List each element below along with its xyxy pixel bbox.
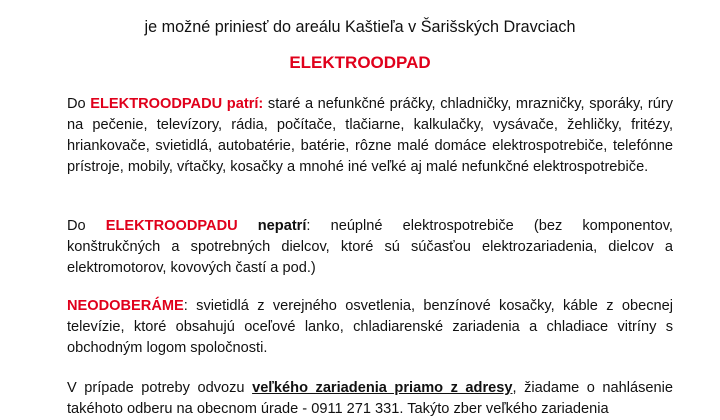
paragraph-prefix: Do xyxy=(67,218,106,234)
document-heading: ELEKTROODPAD xyxy=(289,53,431,72)
paragraph-patri xyxy=(67,94,673,178)
paragraph-neodoberame xyxy=(67,296,673,359)
document-subtitle: je možné priniesť do areálu Kaštieľa v Šarišských Dravciach xyxy=(144,18,576,36)
keyword-elektroodpad: ELEKTROODPADU xyxy=(105,218,238,234)
paragraph-odvoz xyxy=(67,378,673,420)
keyword-patri: patrí: xyxy=(226,96,264,112)
paragraph-nepatri xyxy=(67,216,673,279)
paragraph-prefix: V prípade potreby odvozu xyxy=(67,380,253,396)
paragraph-text: : svietidlá z verejného osvetlenia, benzínové kosačky, káble z obecnej televízie, ktoré obsahujú oceľové lanko, chladiarenské zariadenia a chladiace vitríny s obchodným logom spoločnosti. xyxy=(67,298,673,356)
paragraph-text: : neúplné elektrospotrebiče (bez komponentov, konštrukčných a spotrebných dielcov, ktoré sú súčasťou elektrozariadenia, dielcov a elektromotorov, kovových častí a pod.) xyxy=(67,218,673,276)
emphasis-large-device: veľkého zariadenia priamo z adresy xyxy=(252,380,513,396)
keyword-neodoberame: NEODOBERÁME xyxy=(67,298,184,314)
keyword-elektroodpad: ELEKTROODPADU xyxy=(90,96,223,112)
paragraph-text: , žiadame o nahlásenie takéhoto odberu na obecnom úrade - 0911 271 331. Takýto zber veľkého zariadenia xyxy=(67,380,674,417)
paragraph-prefix: Do xyxy=(67,96,91,112)
keyword-nepatri: nepatrí xyxy=(257,218,307,234)
paragraph-text: staré a nefunkčné práčky, chladničky, mrazničky, sporáky, rúry na pečenie, televízory, rádia, počítače, tlačiarne, kalkulačky, vysávače, žehličky, fritézy, hriankovače, svietidlá, autobatérie, batérie, rôzne malé domáce elektrospotrebiče, telefónne prístroje, mobily, vŕtačky, kosačky a mnohé iné veľké aj malé nefunkčné elektrospotrebiče. xyxy=(67,96,674,175)
